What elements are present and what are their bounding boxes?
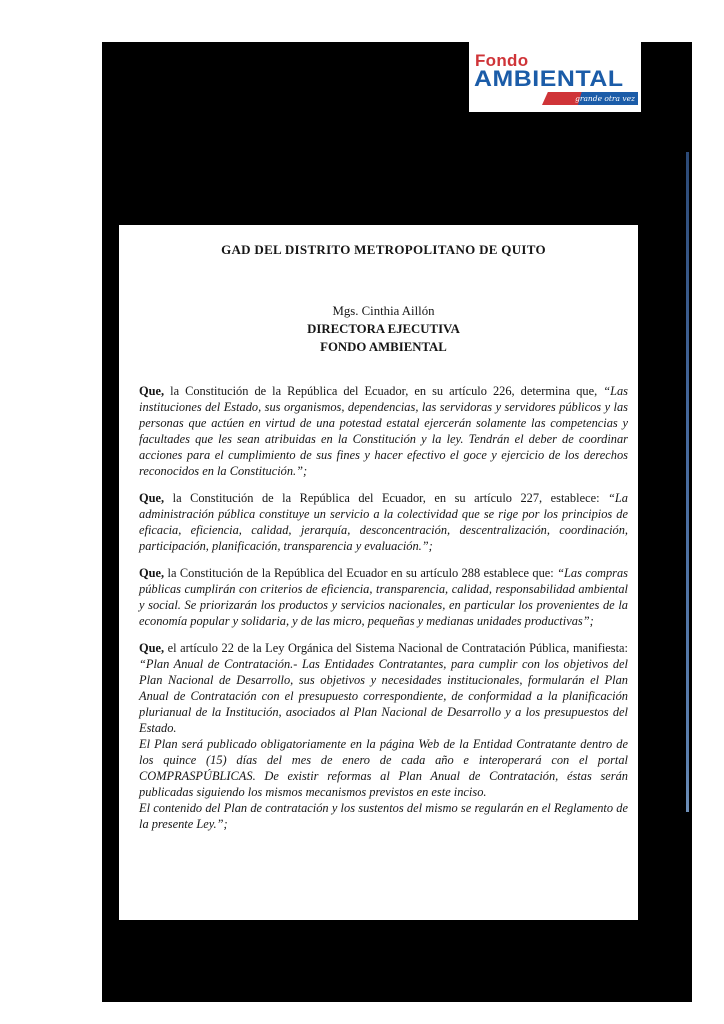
paragraph-articulo-226 [139,383,628,479]
paragraph-quote: “La administración pública constituye un servicio a la colectividad que se rige por los principios de eficacia, eficiencia, calidad, jerarquía, desconcentración, descentralización, coordinación, participación, planificación, transparencia y evaluación.”; [139,491,628,553]
paragraph-articulo-227 [139,490,628,554]
logo-swoosh [542,92,638,105]
document-title: GAD DEL DISTRITO METROPOLITANO DE QUITO [221,242,546,257]
logo-text-ambiental: AMBIENTAL [474,66,624,91]
paragraph-quote: “Las instituciones del Estado, sus organismos, dependencias, las servidoras y servidores públicos y las personas que actúen en virtud de una potestad estatal ejercerán solamente las competencias y facultades que les sean atribuidas en la Constitución y la ley. Tendrán el deber de coordinar acciones para el cumplimiento de sus fines y hacer efectivo el goce y ejercicio de los derechos reconocidos en la Constitución.”; [139,384,628,478]
paragraph-text: el artículo 22 de la Ley Orgánica del Sistema Nacional de Contratación Pública, manifiesta: [164,641,628,655]
paragraph-quote: El contenido del Plan de contratación y los sustentos del mismo se regularán en el Reglamento de la presente Ley.”; [139,801,628,831]
document-page [119,225,638,920]
logo-tagline: grande otra vez [575,94,635,103]
paragraph-lead: Que, [139,491,165,505]
signatory-role: DIRECTORA EJECUTIVA [307,322,460,336]
fondo-ambiental-logo [469,42,641,112]
logo-text-fondo: Fondo [475,51,529,70]
paragraph-lead: Que, [139,384,165,398]
paragraph-text: la Constitución de la República del Ecuador, en su artículo 226, determina que, [164,384,604,398]
paragraph-text: la Constitución de la República del Ecuador, en su artículo 227, establece: [164,491,609,505]
paragraph-articulo-288 [139,565,628,629]
paragraph-quote: “Plan Anual de Contratación.- Las Entidades Contratantes, para cumplir con los objetivos del Plan Nacional de Desarrollo, sus objetivos y necesidades institucionales, formularán el Plan Anual de Contratación con el presupuesto correspondiente, de conformidad a la planificación plurianual de la Institución, asociados al Plan Nacional de Desarrollo y a los presupuestos del Estado. [139,657,628,735]
paragraph-quote: “Las compras públicas cumplirán con criterios de eficiencia, transparencia, calidad, responsabilidad ambiental y social. Se priorizarán los productos y servicios nacionales, en particular los provenientes de la economía popular y solidaria, y de las micro, pequeñas y medianas unidades productivas”; [139,566,628,628]
scan-background [102,42,692,1002]
scan-artifact-line [686,152,689,812]
paragraph-articulo-22-losncp [139,640,628,832]
signatory-org: FONDO AMBIENTAL [320,340,447,354]
paragraph-lead: Que, [139,566,165,580]
paragraph-text: la Constitución de la República del Ecuador en su artículo 288 establece que: [164,566,558,580]
signatory-name: Mgs. Cinthia Aillón [332,304,435,318]
signatory-block [139,302,628,356]
paragraph-lead: Que, [139,641,165,655]
paragraph-quote: El Plan será publicado obligatoriamente en la página Web de la Entidad Contratante dentro de los quince (15) días del mes de enero de cada año e interoperará con el portal COMPRASPÚBLICAS. De existir reformas al Plan Anual de Contratación, éstas serán publicadas siguiendo los mismos mecanismos previstos en este inciso. [139,737,628,799]
